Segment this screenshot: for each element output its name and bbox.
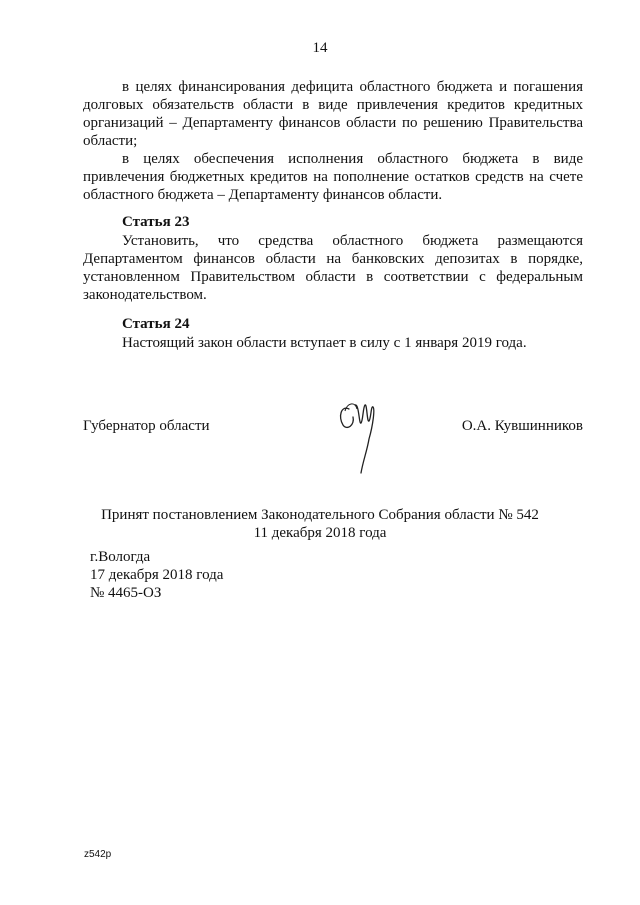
adoption-note <box>0 506 640 542</box>
signing-date: 17 декабря 2018 года <box>90 567 224 583</box>
page-number: 14 <box>312 40 328 56</box>
adoption-line-1: Принят постановлением Законодательного Собрания области № 542 <box>101 507 539 523</box>
article-23-text: Установить, что средства областного бюджета размещаются Департаментом финансов области на банковских депозитах в порядке, установленном Правительством области в соответствии с федеральным законодательством. <box>83 233 583 303</box>
adoption-line-2: 11 декабря 2018 года <box>253 525 387 541</box>
document-code: z542p <box>84 849 112 860</box>
article-23-heading: Статья 23 <box>122 214 190 230</box>
place-date-number <box>90 548 223 602</box>
signer-title: Губернатор области <box>83 418 210 434</box>
article-24-text: Настоящий закон области вступает в силу с 1 января 2019 года. <box>122 335 527 351</box>
article-24-heading: Статья 24 <box>122 316 190 332</box>
city: г.Вологда <box>90 549 151 565</box>
paragraph-budget-credits: в целях обеспечения исполнения областного бюджета в виде привлечения бюджетных кредитов на пополнение остатков средств на счете областного бюджета – Департаменту финансов области. <box>83 151 583 203</box>
signer-name: О.А. Кувшинников <box>461 418 583 434</box>
law-number: № 4465-ОЗ <box>90 585 162 601</box>
handwritten-signature <box>335 395 385 475</box>
paragraph-financing-deficit: в целях финансирования дефицита областного бюджета и погашения долговых обязательств области в виде привлечения кредитов кредитных организаций – Департаменту финансов области по решению Правительства области; <box>83 79 583 149</box>
